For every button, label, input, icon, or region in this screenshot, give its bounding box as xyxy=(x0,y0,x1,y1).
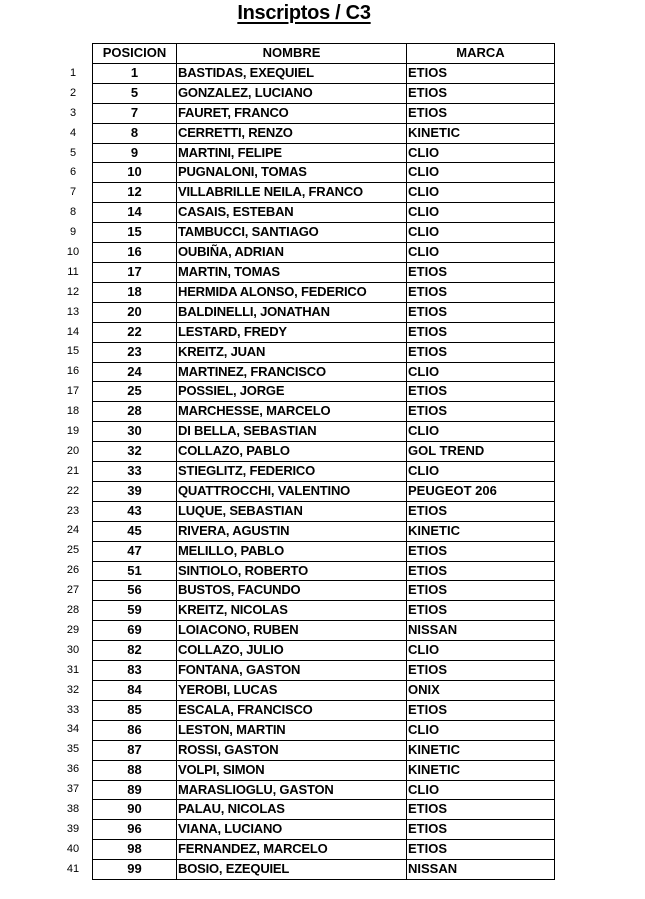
cell-posicion: 89 xyxy=(93,780,177,800)
row-number: 11 xyxy=(67,265,79,278)
cell-nombre: HERMIDA ALONSO, FEDERICO xyxy=(177,282,407,302)
table-row xyxy=(93,203,555,223)
cell-nombre: BOSIO, EZEQUIEL xyxy=(177,860,407,880)
cell-posicion: 25 xyxy=(93,382,177,402)
cell-nombre: QUATTROCCHI, VALENTINO xyxy=(177,481,407,501)
row-number: 12 xyxy=(66,285,80,298)
cell-nombre: CERRETTI, RENZO xyxy=(177,123,407,143)
row-number: 14 xyxy=(66,325,80,338)
cell-nombre: KREITZ, NICOLAS xyxy=(177,601,407,621)
table-row xyxy=(93,243,555,263)
cell-marca: ETIOS xyxy=(407,103,555,123)
cell-posicion: 88 xyxy=(93,760,177,780)
row-number: 40 xyxy=(66,842,80,855)
row-number: 34 xyxy=(66,723,80,736)
table-row xyxy=(93,720,555,740)
cell-posicion: 56 xyxy=(93,581,177,601)
row-number: 25 xyxy=(66,544,80,557)
cell-nombre: MARCHESSE, MARCELO xyxy=(177,402,407,422)
table-row xyxy=(93,83,555,103)
row-number: 27 xyxy=(66,584,80,597)
cell-marca: CLIO xyxy=(407,780,555,800)
cell-marca: CLIO xyxy=(407,641,555,661)
cell-marca: ETIOS xyxy=(407,302,555,322)
table-row xyxy=(93,223,555,243)
table-row xyxy=(93,402,555,422)
table-row xyxy=(93,501,555,521)
row-number-column xyxy=(58,64,88,880)
cell-nombre: LOIACONO, RUBEN xyxy=(177,621,407,641)
cell-nombre: YEROBI, LUCAS xyxy=(177,681,407,701)
cell-marca: NISSAN xyxy=(407,621,555,641)
cell-posicion: 84 xyxy=(93,681,177,701)
row-number: 16 xyxy=(66,365,80,378)
cell-posicion: 99 xyxy=(93,860,177,880)
row-number: 33 xyxy=(66,703,80,716)
cell-marca: CLIO xyxy=(407,243,555,263)
row-number: 24 xyxy=(66,524,80,537)
table-row xyxy=(93,541,555,561)
cell-marca: ETIOS xyxy=(407,83,555,103)
header-nombre: NOMBRE xyxy=(177,44,407,64)
cell-posicion: 51 xyxy=(93,561,177,581)
cell-marca: ETIOS xyxy=(407,561,555,581)
row-number: 30 xyxy=(66,643,80,656)
row-number: 36 xyxy=(66,763,80,776)
cell-posicion: 9 xyxy=(93,143,177,163)
cell-marca: ETIOS xyxy=(407,63,555,83)
row-number: 35 xyxy=(66,743,80,756)
row-number: 2 xyxy=(69,86,77,99)
cell-nombre: SINTIOLO, ROBERTO xyxy=(177,561,407,581)
cell-nombre: VILLABRILLE NEILA, FRANCO xyxy=(177,183,407,203)
row-number: 22 xyxy=(66,484,80,497)
table-row xyxy=(93,322,555,342)
cell-posicion: 96 xyxy=(93,820,177,840)
row-number: 8 xyxy=(69,206,77,219)
cell-marca: CLIO xyxy=(407,462,555,482)
cell-nombre: COLLAZO, JULIO xyxy=(177,641,407,661)
table-row xyxy=(93,103,555,123)
entries-table xyxy=(92,43,555,880)
cell-posicion: 90 xyxy=(93,800,177,820)
row-number: 39 xyxy=(66,822,80,835)
cell-nombre: POSSIEL, JORGE xyxy=(177,382,407,402)
cell-marca: KINETIC xyxy=(407,760,555,780)
cell-marca: ETIOS xyxy=(407,541,555,561)
cell-marca: ETIOS xyxy=(407,282,555,302)
cell-nombre: VIANA, LUCIANO xyxy=(177,820,407,840)
cell-marca: GOL TREND xyxy=(407,442,555,462)
cell-posicion: 47 xyxy=(93,541,177,561)
table-row xyxy=(93,342,555,362)
row-number: 15 xyxy=(66,345,80,358)
row-number: 1 xyxy=(69,67,77,79)
cell-marca: ETIOS xyxy=(407,800,555,820)
table-row xyxy=(93,521,555,541)
cell-posicion: 98 xyxy=(93,840,177,860)
cell-marca: PEUGEOT 206 xyxy=(407,481,555,501)
row-number: 7 xyxy=(69,186,77,199)
cell-nombre: MARTINI, FELIPE xyxy=(177,143,407,163)
cell-marca: CLIO xyxy=(407,362,555,382)
row-number: 20 xyxy=(66,444,80,457)
cell-marca: NISSAN xyxy=(407,860,555,880)
cell-nombre: MELILLO, PABLO xyxy=(177,541,407,561)
cell-nombre: PUGNALONI, TOMAS xyxy=(177,163,407,183)
table-row xyxy=(93,163,555,183)
cell-nombre: BALDINELLI, JONATHAN xyxy=(177,302,407,322)
cell-posicion: 30 xyxy=(93,422,177,442)
cell-posicion: 18 xyxy=(93,282,177,302)
cell-nombre: DI BELLA, SEBASTIAN xyxy=(177,422,407,442)
table-row xyxy=(93,382,555,402)
header-marca: MARCA xyxy=(407,44,555,64)
cell-marca: ETIOS xyxy=(407,820,555,840)
row-number: 41 xyxy=(66,862,80,875)
table-row xyxy=(93,681,555,701)
cell-posicion: 17 xyxy=(93,262,177,282)
cell-marca: CLIO xyxy=(407,422,555,442)
row-number: 26 xyxy=(66,564,80,577)
cell-marca: ONIX xyxy=(407,681,555,701)
cell-nombre: TAMBUCCI, SANTIAGO xyxy=(177,223,407,243)
table-row xyxy=(93,661,555,681)
cell-posicion: 33 xyxy=(93,462,177,482)
table-row xyxy=(93,262,555,282)
cell-marca: CLIO xyxy=(407,143,555,163)
cell-marca: CLIO xyxy=(407,720,555,740)
cell-posicion: 1 xyxy=(93,63,177,83)
cell-posicion: 5 xyxy=(93,83,177,103)
header-posicion: POSICION xyxy=(93,44,177,64)
cell-marca: ETIOS xyxy=(407,322,555,342)
cell-nombre: OUBIÑA, ADRIAN xyxy=(177,243,407,263)
cell-posicion: 83 xyxy=(93,661,177,681)
cell-posicion: 7 xyxy=(93,103,177,123)
table-row xyxy=(93,581,555,601)
cell-posicion: 16 xyxy=(93,243,177,263)
cell-marca: KINETIC xyxy=(407,740,555,760)
table-row xyxy=(93,621,555,641)
table-row xyxy=(93,302,555,322)
cell-posicion: 12 xyxy=(93,183,177,203)
row-number: 23 xyxy=(66,504,80,517)
cell-posicion: 45 xyxy=(93,521,177,541)
table-row xyxy=(93,143,555,163)
cell-nombre: PALAU, NICOLAS xyxy=(177,800,407,820)
row-number: 32 xyxy=(66,683,80,696)
cell-nombre: BUSTOS, FACUNDO xyxy=(177,581,407,601)
cell-nombre: RIVERA, AGUSTIN xyxy=(177,521,407,541)
row-number: 5 xyxy=(69,146,77,159)
table-row xyxy=(93,442,555,462)
cell-posicion: 59 xyxy=(93,601,177,621)
cell-nombre: LESTON, MARTIN xyxy=(177,720,407,740)
cell-marca: ETIOS xyxy=(407,402,555,422)
cell-posicion: 69 xyxy=(93,621,177,641)
table-row xyxy=(93,561,555,581)
table-row xyxy=(93,601,555,621)
cell-marca: ETIOS xyxy=(407,661,555,681)
cell-posicion: 86 xyxy=(93,720,177,740)
row-number: 18 xyxy=(66,405,80,418)
cell-nombre: VOLPI, SIMON xyxy=(177,760,407,780)
cell-marca: ETIOS xyxy=(407,840,555,860)
cell-nombre: FONTANA, GASTON xyxy=(177,661,407,681)
row-number: 28 xyxy=(66,604,80,617)
row-number: 29 xyxy=(66,623,80,636)
table-row xyxy=(93,860,555,880)
row-number: 21 xyxy=(66,464,80,477)
cell-posicion: 43 xyxy=(93,501,177,521)
row-number: 4 xyxy=(69,126,77,139)
cell-marca: CLIO xyxy=(407,223,555,243)
table-row xyxy=(93,282,555,302)
table-row xyxy=(93,760,555,780)
cell-nombre: FAURET, FRANCO xyxy=(177,103,407,123)
table-row xyxy=(93,780,555,800)
table-row xyxy=(93,422,555,442)
table-row xyxy=(93,362,555,382)
cell-nombre: LUQUE, SEBASTIAN xyxy=(177,501,407,521)
row-number: 19 xyxy=(66,425,80,438)
cell-nombre: MARTINEZ, FRANCISCO xyxy=(177,362,407,382)
table-row xyxy=(93,800,555,820)
table-header-row xyxy=(93,44,555,64)
cell-nombre: LESTARD, FREDY xyxy=(177,322,407,342)
table-row xyxy=(93,740,555,760)
table-row xyxy=(93,641,555,661)
table-row xyxy=(93,123,555,143)
cell-posicion: 85 xyxy=(93,700,177,720)
cell-marca: CLIO xyxy=(407,163,555,183)
cell-posicion: 22 xyxy=(93,322,177,342)
cell-posicion: 87 xyxy=(93,740,177,760)
cell-posicion: 15 xyxy=(93,223,177,243)
cell-marca: CLIO xyxy=(407,203,555,223)
cell-nombre: KREITZ, JUAN xyxy=(177,342,407,362)
table-row xyxy=(93,462,555,482)
cell-marca: ETIOS xyxy=(407,342,555,362)
row-number: 6 xyxy=(69,166,77,179)
cell-marca: ETIOS xyxy=(407,501,555,521)
cell-posicion: 28 xyxy=(93,402,177,422)
table-row xyxy=(93,840,555,860)
row-number: 31 xyxy=(66,663,80,676)
cell-nombre: BASTIDAS, EXEQUIEL xyxy=(177,63,407,83)
cell-nombre: MARASLIOGLU, GASTON xyxy=(177,780,407,800)
cell-marca: ETIOS xyxy=(407,601,555,621)
page-title: Inscriptos / C3 xyxy=(237,2,371,24)
cell-nombre: FERNANDEZ, MARCELO xyxy=(177,840,407,860)
cell-posicion: 32 xyxy=(93,442,177,462)
cell-nombre: ESCALA, FRANCISCO xyxy=(177,700,407,720)
cell-posicion: 39 xyxy=(93,481,177,501)
row-number: 9 xyxy=(69,226,77,239)
cell-posicion: 82 xyxy=(93,641,177,661)
table-row xyxy=(93,700,555,720)
cell-posicion: 20 xyxy=(93,302,177,322)
cell-marca: KINETIC xyxy=(407,123,555,143)
row-number: 17 xyxy=(66,385,80,398)
cell-posicion: 23 xyxy=(93,342,177,362)
cell-posicion: 8 xyxy=(93,123,177,143)
cell-nombre: STIEGLITZ, FEDERICO xyxy=(177,462,407,482)
cell-nombre: GONZALEZ, LUCIANO xyxy=(177,83,407,103)
cell-nombre: CASAIS, ESTEBAN xyxy=(177,203,407,223)
cell-marca: CLIO xyxy=(407,183,555,203)
cell-posicion: 14 xyxy=(93,203,177,223)
row-number: 37 xyxy=(66,783,80,796)
cell-marca: ETIOS xyxy=(407,700,555,720)
row-number: 13 xyxy=(66,305,80,318)
table-row xyxy=(93,481,555,501)
table-row xyxy=(93,63,555,83)
cell-marca: ETIOS xyxy=(407,262,555,282)
row-number: 38 xyxy=(66,802,80,815)
table-body xyxy=(93,63,555,879)
cell-marca: ETIOS xyxy=(407,382,555,402)
cell-nombre: COLLAZO, PABLO xyxy=(177,442,407,462)
cell-posicion: 24 xyxy=(93,362,177,382)
row-number: 10 xyxy=(66,246,80,259)
cell-nombre: MARTIN, TOMAS xyxy=(177,262,407,282)
table-row xyxy=(93,183,555,203)
cell-nombre: ROSSI, GASTON xyxy=(177,740,407,760)
cell-posicion: 10 xyxy=(93,163,177,183)
row-number: 3 xyxy=(69,106,77,119)
cell-marca: ETIOS xyxy=(407,581,555,601)
cell-marca: KINETIC xyxy=(407,521,555,541)
table-row xyxy=(93,820,555,840)
